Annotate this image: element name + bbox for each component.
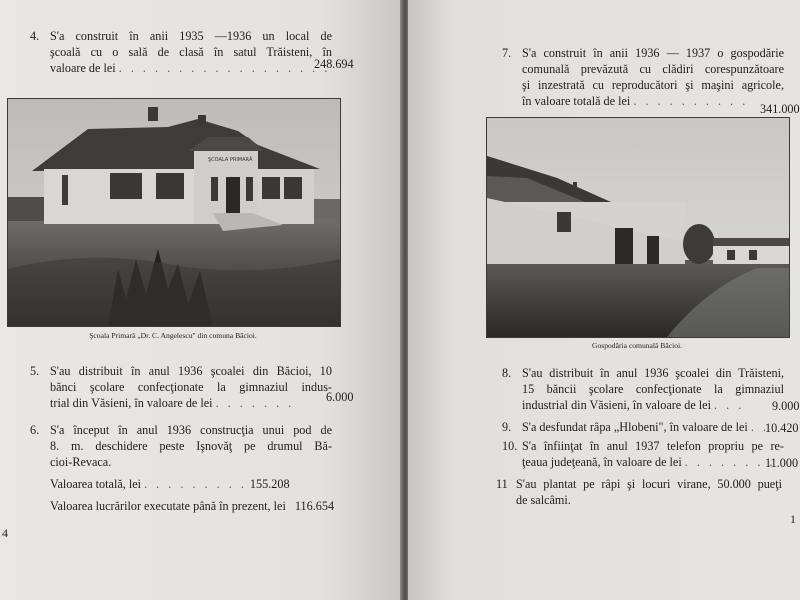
- school-photo: [7, 98, 341, 327]
- works-value-amount: 116.654: [294, 499, 335, 513]
- leader-dots: . . . . . . . . .: [144, 477, 247, 491]
- school-photo-image: [8, 99, 340, 326]
- school-photo-caption: Şcoala Primară „Dr. C. Angelescu" din comuna Băcioi.: [89, 331, 257, 340]
- farm-photo: [486, 117, 790, 338]
- item-line: 8. m. deschidere peste Işnovăţ pe drumul Bă-: [50, 439, 332, 453]
- leader-dots: . . .: [714, 398, 745, 412]
- item-number: 5.: [30, 364, 40, 378]
- amount: 10.420: [765, 421, 799, 435]
- item-line: S'a construit în anii 1936 — 1937 o gospodărie: [522, 46, 784, 60]
- item-line: S'au distribuit în anul 1936 şcoalei din Băcioi, 10: [50, 364, 332, 378]
- item-number: 8.: [502, 366, 512, 380]
- item-line: industrial din Văsieni, în valoare de lei: [522, 398, 711, 412]
- leader-dots: . . . . . . . .: [684, 455, 776, 469]
- item-number: 7.: [502, 46, 512, 60]
- farm-photo-caption: Gospodăria comunală Băcioi.: [591, 341, 683, 350]
- item-line: cioi-Revaca.: [50, 455, 112, 469]
- item-line: S'au distribuit în anul 1936 şcoalei din Trăisteni,: [522, 366, 784, 380]
- leader-dots: . . . . . . . . . . . . . . . . . .: [118, 61, 331, 75]
- item-line: şi inzestrată cu reproducători şi maşini agricole,: [522, 78, 784, 92]
- item-line: valoare de lei: [50, 61, 116, 75]
- amount: 6.000: [326, 390, 354, 404]
- page-number: 1: [790, 512, 796, 526]
- amount: 9.000: [772, 399, 800, 413]
- item-line: în valoare totală de lei: [522, 94, 631, 108]
- item-line: de salcâmi.: [516, 493, 571, 507]
- item-line: S'a construit în anii 1935 —1936 un local de: [50, 29, 332, 43]
- farm-photo-image: [487, 118, 789, 337]
- item-number: 6.: [30, 423, 40, 437]
- item-line: comunală prevăzută cu clădiri corespunzătoare: [522, 62, 784, 76]
- page-number: 4: [2, 526, 8, 540]
- school-sign: ŞCOALA PRIMARĂ: [208, 157, 253, 163]
- item-line: trial din Văsieni, în valoare de lei: [50, 396, 213, 410]
- works-value-label: Valoarea lucrărilor executate până în prezent, lei: [50, 499, 286, 513]
- leader-dots: . . . . . . . . . .: [633, 94, 749, 108]
- item-line: S'a înfiinţat în anul 1937 telefon propriu pe re-: [522, 439, 784, 453]
- item-line: 15 băncii şcolare confecţionate la gimnaziul: [522, 382, 784, 396]
- leader-dots: . .: [750, 420, 769, 434]
- item-line: S'a desfundat râpa „Hlobeni", în valoare de lei: [522, 420, 748, 434]
- item-line: şcoală cu o sală de clasă în satul Trăisteni, în: [50, 45, 332, 59]
- amount: 341.000: [760, 102, 800, 116]
- item-number: 4.: [30, 29, 40, 43]
- item-line: S'au plantat pe râpi şi locuri virane, 50.000 pueţi: [516, 477, 782, 491]
- total-value-amount: 155.208: [249, 477, 290, 491]
- item-line: S'a început în anul 1936 construcţia unui pod de: [50, 423, 332, 437]
- right-page: [408, 0, 800, 600]
- item-number: 10.: [502, 439, 518, 453]
- item-line: bănci şcolare confecţionate la gimnaziul indus-: [50, 380, 332, 394]
- amount: 248.694: [314, 57, 354, 71]
- item-line: ţeaua judeţeană, în valoare de lei: [522, 455, 682, 469]
- total-value-label: Valoarea totală, lei: [50, 477, 142, 491]
- item-number: 9.: [502, 420, 512, 434]
- leader-dots: . . . . . . .: [215, 396, 295, 410]
- amount: 11.000: [765, 456, 799, 470]
- item-number: 11: [496, 477, 508, 491]
